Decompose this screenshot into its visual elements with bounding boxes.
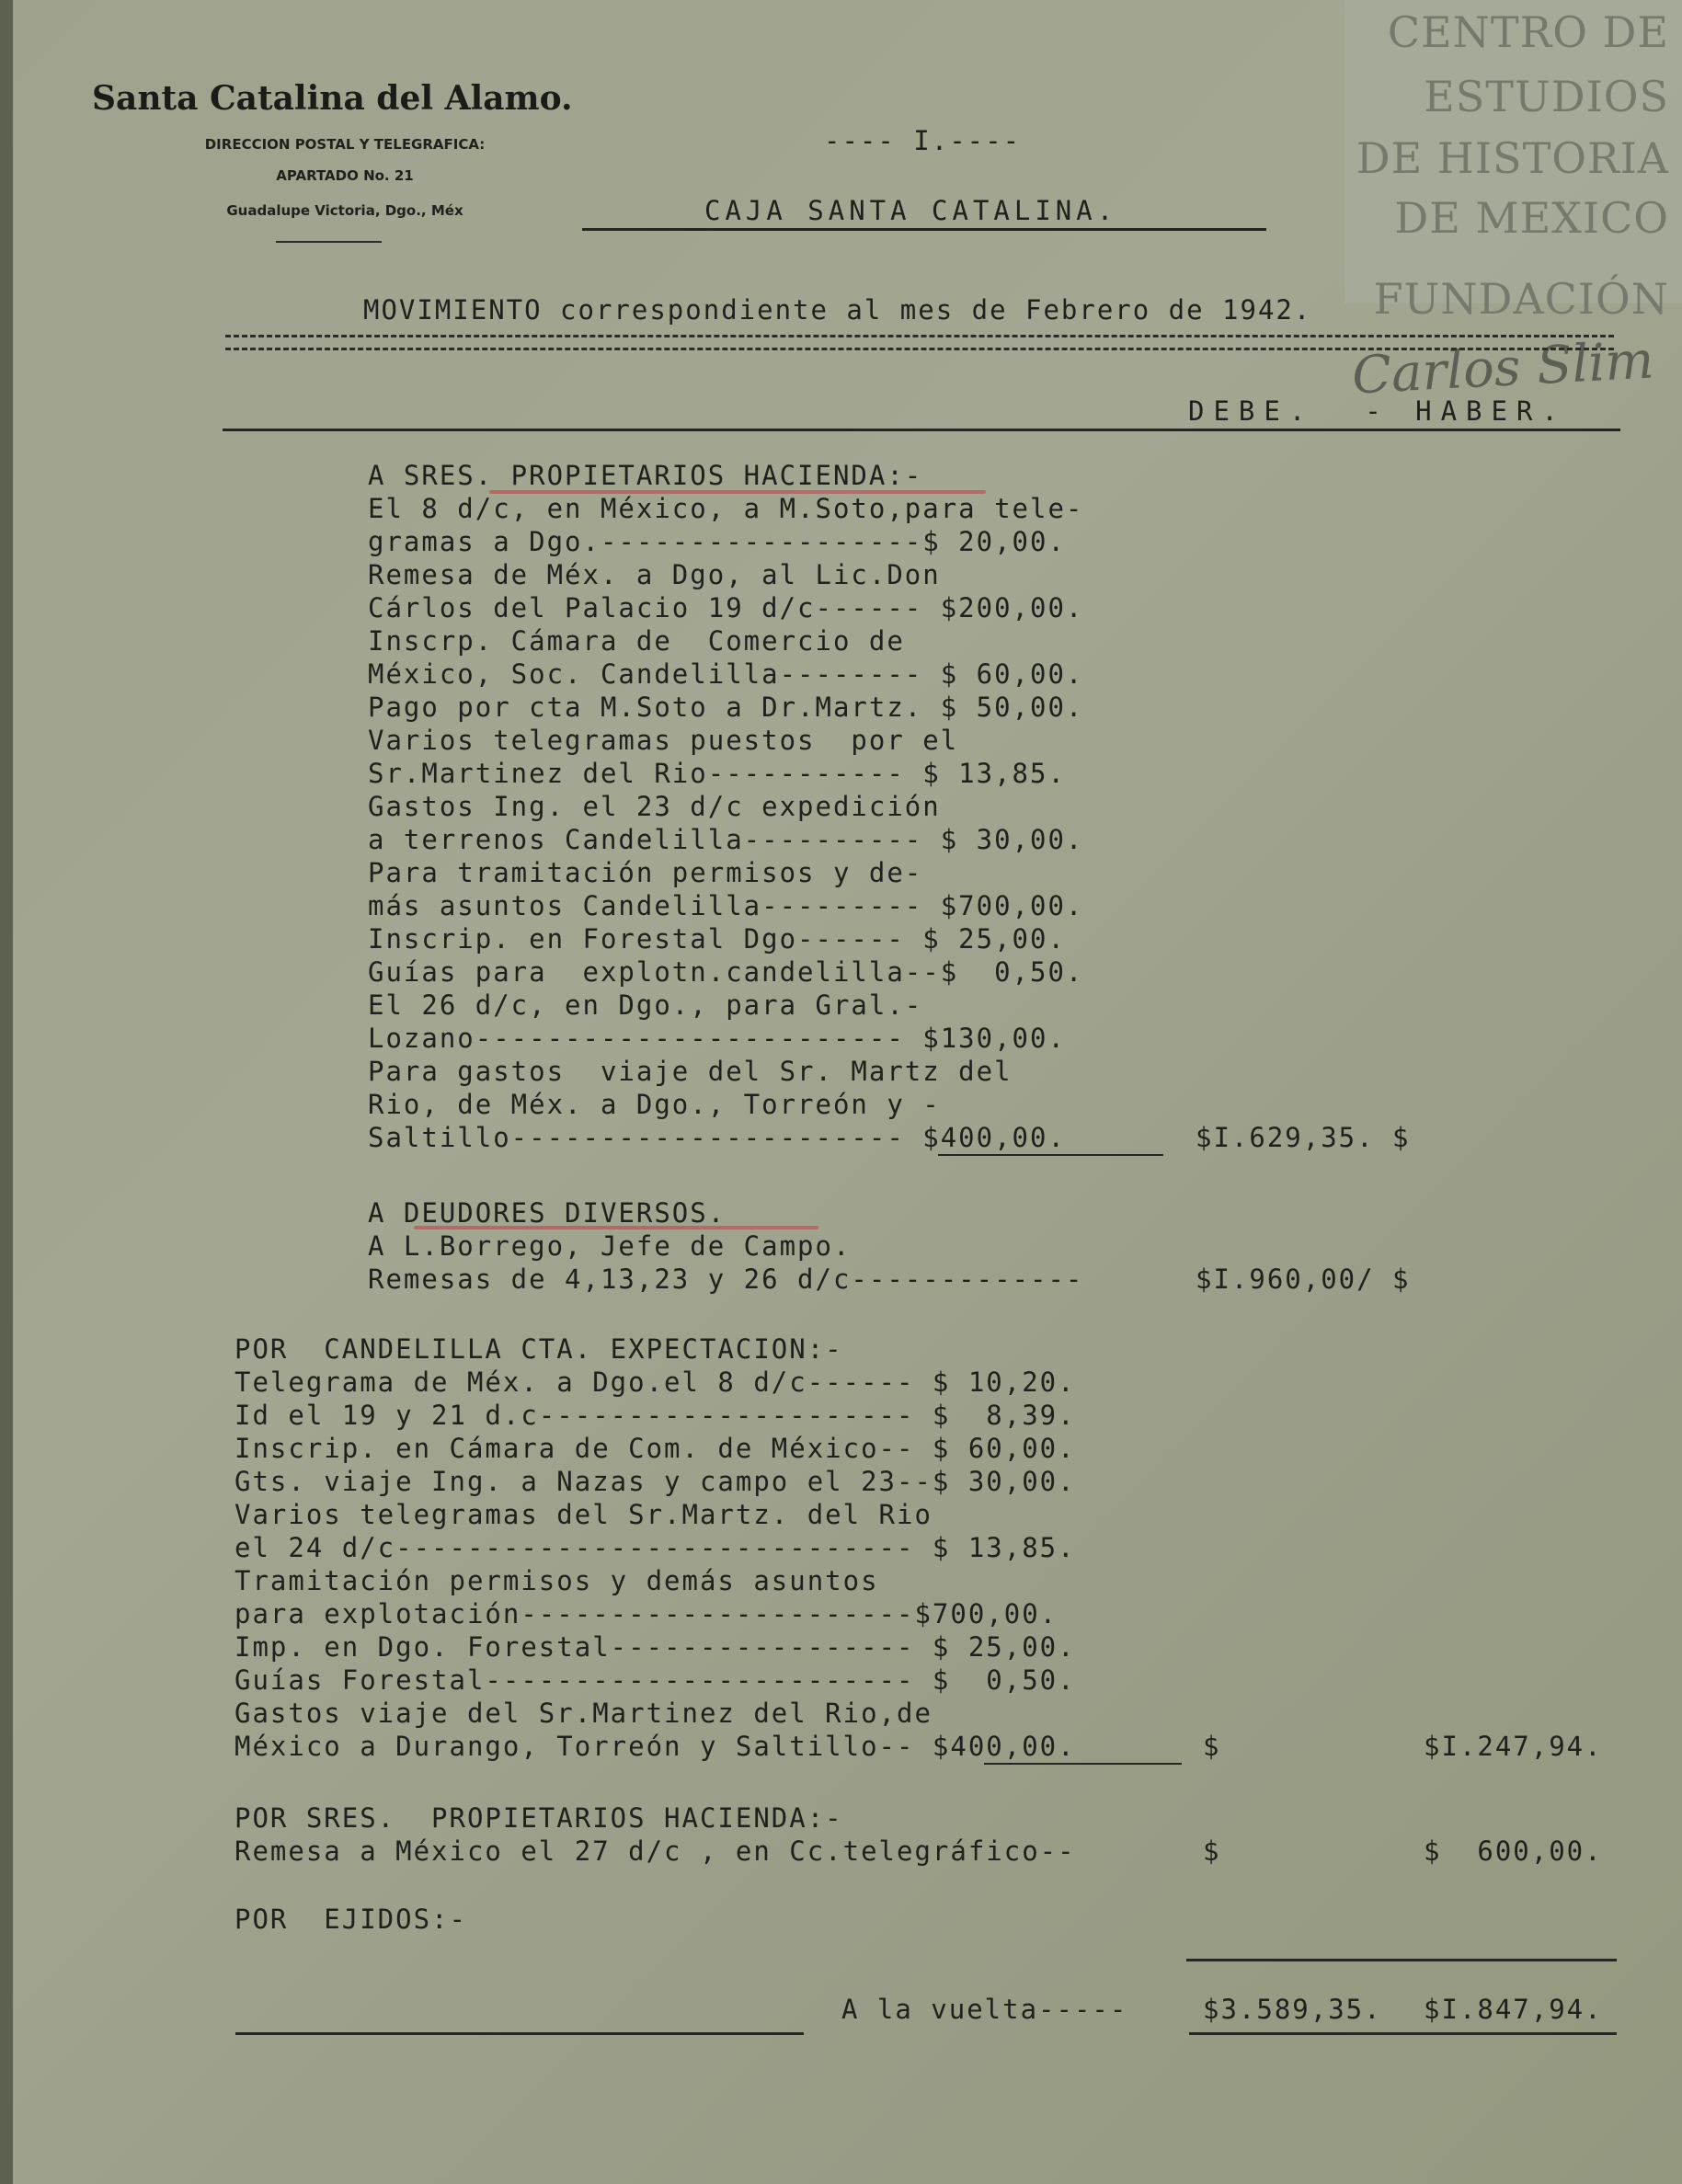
- ledger-line: Rio, de Méx. a Dgo., Torreón y -: [368, 1089, 941, 1120]
- ledger-line: Saltillo---------------------- $400,00.: [368, 1122, 1066, 1153]
- ledger-line: Telegrama de Méx. a Dgo.el 8 d/c------ $ 10,20.: [235, 1366, 1076, 1398]
- ledger-line: Inscrip. en Forestal Dgo------ $ 25,00.: [368, 923, 1066, 955]
- ledger-amount: $I.960,00/ $: [1196, 1264, 1411, 1295]
- ledger-line: para explotación----------------------$700,00.: [235, 1598, 1058, 1629]
- letterhead-postal: DIRECCION POSTAL Y TELEGRAFICA:: [204, 136, 486, 153]
- ledger-amount: $ 600,00.: [1424, 1835, 1603, 1867]
- letterhead-rule: [276, 241, 382, 243]
- ledger-line: Inscrip. en Cámara de Com. de México-- $ 60,00.: [235, 1433, 1076, 1464]
- ledger-line: Remesa a México el 27 d/c , en Cc.telegráfico--: [235, 1835, 1076, 1867]
- movimiento-title: MOVIMIENTO correspondiente al mes de Febrero de 1942.: [363, 294, 1312, 326]
- ledger-amount: $: [1203, 1835, 1221, 1867]
- ledger-line: Cárlos del Palacio 19 d/c------ $200,00.: [368, 592, 1084, 623]
- ledger-line: Lozano------------------------ $130,00.: [368, 1023, 1066, 1054]
- totals-rule: [1186, 1959, 1617, 1961]
- ledger-line: Para tramitación permisos y de-: [368, 857, 923, 888]
- ledger-line: Varios telegramas puestos por el: [368, 725, 959, 756]
- ledger-line: A SRES. PROPIETARIOS HACIENDA:-: [368, 460, 923, 491]
- ledger-line: Imp. en Dgo. Forestal----------------- $ 25,00.: [235, 1631, 1076, 1663]
- ledger-line: Varios telegramas del Sr.Martz. del Rio: [235, 1499, 933, 1530]
- ledger-line: Remesa de Méx. a Dgo, al Lic.Don: [368, 559, 941, 590]
- ledger-line: POR EJIDOS:-: [235, 1904, 467, 1935]
- page-number: ---- I.----: [824, 125, 1022, 156]
- letterhead-address: Guadalupe Victoria, Dgo., Méx: [226, 202, 463, 219]
- ledger-line: Sr.Martinez del Rio----------- $ 13,85.: [368, 758, 1066, 789]
- haber-total: $I.847,94.: [1424, 1994, 1603, 2025]
- ledger-line: Gts. viaje Ing. a Nazas y campo el 23--$ 30,00.: [235, 1466, 1076, 1497]
- subtotal-rule-1: [938, 1154, 1163, 1156]
- ledger-line: Guías para explotn.candelilla--$ 0,50.: [368, 956, 1084, 988]
- ledger-line: El 26 d/c, en Dgo., para Gral.-: [368, 989, 923, 1021]
- stamp-line-3: DE HISTORIA: [1356, 133, 1669, 183]
- page-edge: [0, 0, 13, 2184]
- dashed-rule-2: [225, 348, 1614, 350]
- caja-rule: [582, 228, 1266, 231]
- ledger-line: México a Durango, Torreón y Saltillo-- $400,00.: [235, 1731, 1076, 1762]
- letterhead-apartado: APARTADO No. 21: [276, 167, 414, 184]
- stamp-line-5: FUNDACIÓN: [1373, 274, 1669, 324]
- ledger-line: Tramitación permisos y demás asuntos: [235, 1565, 879, 1596]
- dashed-rule-1: [225, 335, 1614, 337]
- ledger-line: Inscrp. Cámara de Comercio de: [368, 625, 905, 657]
- ledger-line: Pago por cta M.Soto a Dr.Martz. $ 50,00.: [368, 692, 1084, 723]
- footer-rule-left: [235, 2032, 804, 2035]
- ledger-line: POR CANDELILLA CTA. EXPECTACION:-: [235, 1333, 843, 1365]
- subtotal-rule-2: [984, 1763, 1182, 1765]
- archive-stamp: [1344, 0, 1682, 324]
- ledger-amount: $I.629,35. $: [1196, 1122, 1411, 1153]
- ledger-line: A DEUDORES DIVERSOS.: [368, 1197, 727, 1229]
- ledger-line: El 8 d/c, en México, a M.Soto,para tele-: [368, 493, 1084, 524]
- letterhead-name: Santa Catalina del Alamo.: [92, 79, 573, 118]
- debe-total: $3.589,35.: [1203, 1994, 1382, 2025]
- stamp-line-1: CENTRO DE: [1387, 7, 1669, 57]
- ledger-amount: $I.247,94.: [1424, 1731, 1603, 1762]
- debe-haber-header: DEBE. - HABER.: [1188, 395, 1567, 427]
- caja-title: CAJA SANTA CATALINA.: [704, 195, 1118, 226]
- ledger-line: gramas a Dgo.------------------$ 20,00.: [368, 526, 1066, 557]
- stamp-line-2: ESTUDIOS: [1424, 72, 1669, 121]
- header-rule: [223, 429, 1620, 431]
- ledger-line: más asuntos Candelilla--------- $700,00.: [368, 890, 1084, 921]
- a-la-vuelta: A la vuelta-----: [841, 1994, 1128, 2025]
- stamp-line-4: DE MEXICO: [1394, 193, 1669, 243]
- ledger-line: Gastos viaje del Sr.Martinez del Rio,de: [235, 1698, 933, 1729]
- ledger-line: Guías Forestal------------------------ $ 0,50.: [235, 1664, 1076, 1696]
- ledger-line: POR SRES. PROPIETARIOS HACIENDA:-: [235, 1802, 843, 1834]
- ledger-line: el 24 d/c----------------------------- $ 13,85.: [235, 1532, 1076, 1563]
- ledger-line: México, Soc. Candelilla-------- $ 60,00.: [368, 658, 1084, 690]
- ledger-line: Para gastos viaje del Sr. Martz del: [368, 1056, 1013, 1087]
- ledger-line: A L.Borrego, Jefe de Campo.: [368, 1230, 852, 1262]
- ledger-line: a terrenos Candelilla---------- $ 30,00.: [368, 824, 1084, 855]
- ledger-line: Gastos Ing. el 23 d/c expedición: [368, 791, 941, 822]
- ledger-line: Remesas de 4,13,23 y 26 d/c-------------: [368, 1264, 1084, 1295]
- ledger-line: Id el 19 y 21 d.c--------------------- $ 8,39.: [235, 1400, 1076, 1431]
- footer-rule-right: [1189, 2032, 1617, 2035]
- signature: Carlos Slim: [1350, 330, 1655, 406]
- ledger-amount: $: [1203, 1731, 1221, 1762]
